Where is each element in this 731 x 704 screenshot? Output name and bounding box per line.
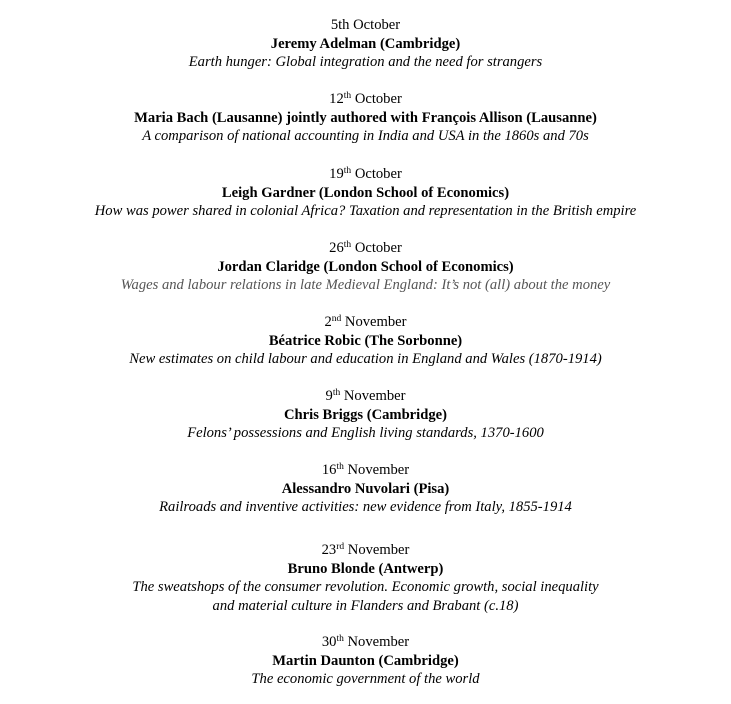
date-month: November [347, 462, 410, 478]
date-suffix: th [343, 91, 352, 101]
date-month: October [353, 17, 401, 33]
seminar-title: New estimates on child labour and education in England and Wales (1870-1914) [129, 351, 602, 368]
seminar-speaker: Bruno Blonde (Antwerp) [287, 560, 444, 577]
seminar-entry [0, 90, 731, 146]
seminar-title: The economic government of the world [251, 671, 480, 688]
seminar-date [0, 541, 731, 560]
seminar-date [0, 313, 731, 332]
seminar-entry [0, 461, 731, 517]
seminar-title: Wages and labour relations in late Medieval England: It’s not (all) about the money [120, 277, 611, 294]
seminar-entry [0, 165, 731, 221]
seminar-date [0, 239, 731, 258]
seminar-date [0, 16, 731, 35]
seminar-speaker: Chris Briggs (Cambridge) [284, 406, 447, 423]
date-suffix: nd [331, 314, 342, 324]
date-suffix: th [343, 240, 352, 250]
date-day: 12 [329, 91, 344, 107]
seminar-speaker: Jordan Claridge (London School of Economics) [217, 258, 514, 275]
seminar-entry [0, 387, 731, 443]
seminar-entry [0, 633, 731, 689]
seminar-title-line-1: The sweatshops of the consumer revolution. Economic growth, social inequality [132, 579, 599, 596]
seminar-speaker: Leigh Gardner (London School of Economics) [221, 184, 510, 201]
seminar-speaker: Maria Bach (Lausanne) jointly authored with François Allison (Lausanne) [134, 109, 597, 126]
date-suffix: th [336, 462, 344, 472]
date-suffix: th [332, 388, 341, 398]
date-day: 5th [330, 17, 350, 33]
seminar-date [0, 165, 731, 184]
date-day: 19 [329, 166, 344, 182]
date-month: November [343, 388, 406, 404]
seminar-title: Railroads and inventive activities: new evidence from Italy, 1855-1914 [159, 499, 572, 516]
date-month: November [344, 314, 407, 330]
date-day: 26 [329, 240, 344, 256]
date-month: October [354, 91, 402, 107]
seminar-title: How was power shared in colonial Africa? Taxation and representation in the British empire [94, 203, 637, 220]
date-day: 2 [324, 314, 332, 330]
date-suffix: th [336, 634, 344, 644]
seminar-speaker: Martin Daunton (Cambridge) [272, 652, 459, 669]
date-month: November [347, 542, 410, 558]
seminar-entry [0, 16, 731, 72]
seminar-title: A comparison of national accounting in India and USA in the 1860s and 70s [142, 128, 589, 145]
seminar-speaker: Béatrice Robic (The Sorbonne) [268, 332, 463, 349]
seminar-entry [0, 239, 731, 295]
seminar-title-line-2: and material culture in Flanders and Brabant (c.18) [212, 597, 519, 614]
seminar-date [0, 387, 731, 406]
seminar-date [0, 461, 731, 480]
date-month: November [347, 634, 410, 650]
date-day: 16 [321, 462, 337, 478]
seminar-date [0, 633, 731, 652]
date-month: October [354, 240, 402, 256]
seminar-date [0, 90, 731, 109]
date-day: 9 [325, 388, 333, 404]
date-suffix: rd [336, 542, 345, 552]
seminar-title: Felons’ possessions and English living standards, 1370-1600 [187, 425, 544, 442]
seminar-entry [0, 313, 731, 369]
seminar-speaker: Jeremy Adelman (Cambridge) [270, 35, 461, 52]
date-day: 23 [321, 542, 337, 558]
seminar-speaker: Alessandro Nuvolari (Pisa) [281, 480, 450, 497]
seminar-entry [0, 541, 731, 615]
date-suffix: th [343, 166, 352, 176]
date-day: 30 [321, 634, 337, 650]
date-month: October [354, 166, 402, 182]
seminar-title: Earth hunger: Global integration and the need for strangers [188, 54, 543, 71]
